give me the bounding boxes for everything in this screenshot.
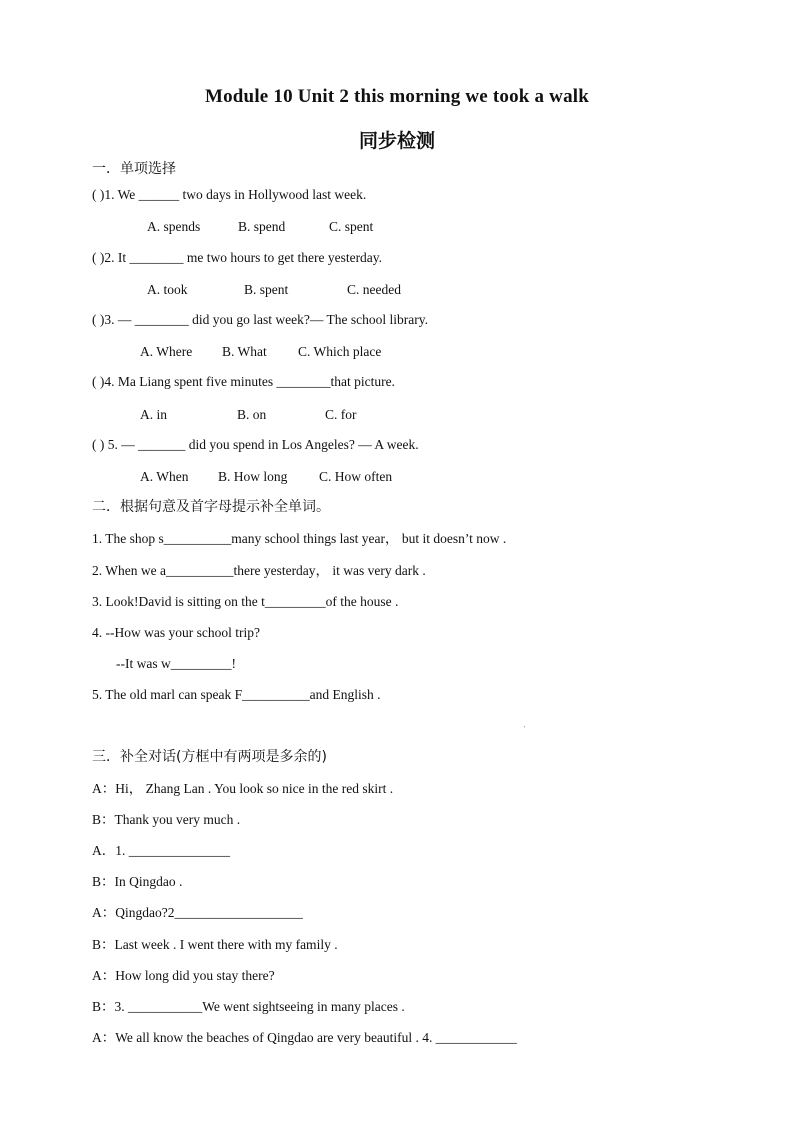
section-heading-3: 三．补全对话(方框中有两项是多余的) [92,749,327,765]
section-heading-1: 一．单项选择 [92,161,176,177]
dialog-line-6: B：Last week . I went there with my family . [92,937,338,952]
page-title: Module 10 Unit 2 this morning we took a walk [204,86,590,107]
option-2c: C. needed [347,282,401,297]
option-4a: A. in [140,407,167,422]
question-5: ( ) 5. — _______ did you spend in Los Angeles? — A week. [92,437,419,452]
page-subtitle: 同步检测 [358,130,435,152]
option-2a: A. took [147,282,188,297]
section-heading-2: 二．根据句意及首字母提示补全单词。 [92,499,330,515]
question-3: ( )3. — ________ did you go last week?— The school library. [92,312,428,327]
option-1a: A. spends [147,219,201,234]
option-4c: C. for [325,407,357,422]
option-3c: C. Which place [298,344,382,359]
dialog-line-5: A：Qingdao?2___________________ [92,905,303,920]
stray-mark: ' [524,726,526,732]
option-1b: B. spend [238,219,286,234]
option-5c: C. How often [319,469,393,484]
dialog-line-8: B：3. ___________We went sightseeing in many places . [92,999,405,1014]
fill-line-4: 4. --How was your school trip? [92,625,260,640]
dialog-line-2: B：Thank you very much . [92,812,241,827]
option-3b: B. What [222,344,267,359]
fill-line-3: 3. Look!David is sitting on the t_________of the house . [92,594,399,609]
dialog-line-4: B：In Qingdao . [92,874,183,889]
question-4: ( )4. Ma Liang spent five minutes ________that picture. [92,374,395,389]
option-4b: B. on [237,407,267,422]
option-5a: A. When [140,469,189,484]
dialog-line-3: A．1. _______________ [92,843,230,858]
dialog-line-1: A：Hi， Zhang Lan . You look so nice in the red skirt . [92,781,394,796]
fill-line-5: 5. The old marl can speak F__________and English . [92,687,381,702]
fill-line-4b: --It was w_________! [116,656,236,671]
option-5b: B. How long [218,469,288,484]
dialog-line-7: A：How long did you stay there? [92,968,275,983]
question-2: ( )2. It ________ me two hours to get there yesterday. [92,250,383,265]
fill-line-1: 1. The shop s__________many school things last year， but it doesn’t now . [92,531,507,546]
option-2b: B. spent [244,282,289,297]
option-1c: C. spent [329,219,374,234]
fill-line-2: 2. When we a__________there yesterday， it was very dark . [92,563,426,578]
question-1: ( )1. We ______ two days in Hollywood last week. [92,187,367,202]
dialog-line-9: A：We all know the beaches of Qingdao are very beautiful . 4. ____________ [92,1030,517,1045]
option-3a: A. Where [140,344,193,359]
